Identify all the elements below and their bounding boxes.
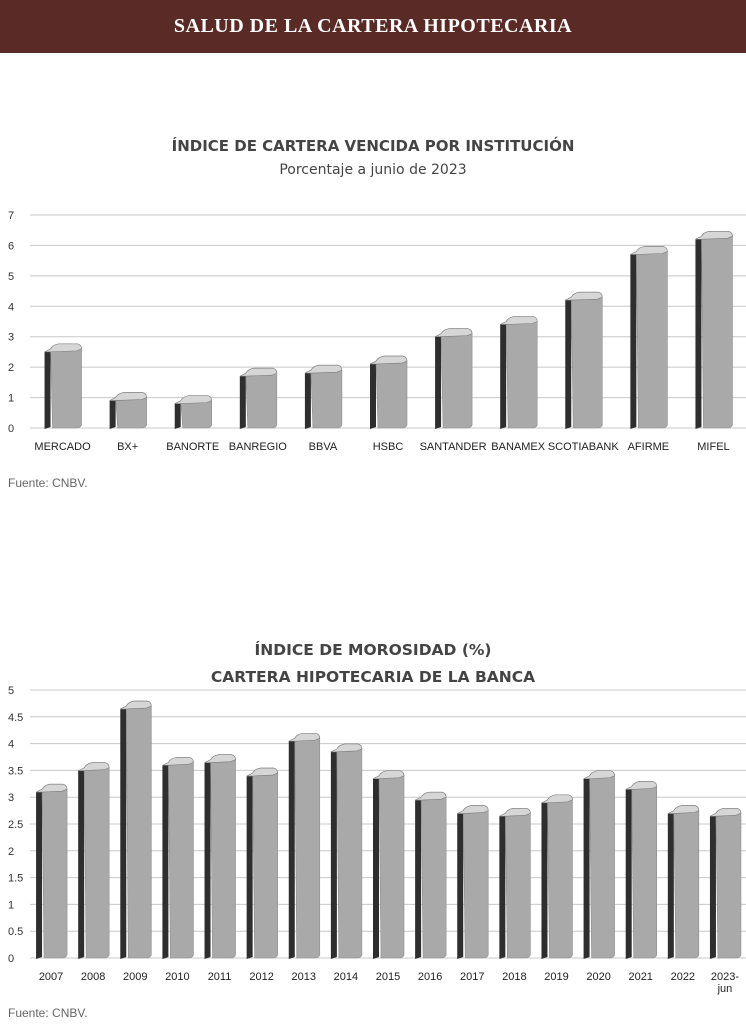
header-banner xyxy=(0,0,746,53)
x-category-label: BBVA xyxy=(308,441,338,453)
bar xyxy=(370,356,407,429)
bar xyxy=(240,368,277,429)
bar xyxy=(205,755,236,959)
x-category-label: 2012 xyxy=(249,971,274,983)
page-title: SALUD DE LA CARTERA HIPOTECARIA xyxy=(173,15,573,37)
x-category-label: 2010 xyxy=(165,971,190,983)
bar xyxy=(78,763,109,959)
x-category-label: 2022 xyxy=(670,971,696,983)
x-category-label: HSBC xyxy=(372,441,404,453)
bar xyxy=(373,771,404,959)
bar xyxy=(500,317,537,430)
chart2-plot xyxy=(0,680,746,1000)
y-tick-label: 0 xyxy=(8,953,15,965)
y-tick-label: 1.5 xyxy=(8,872,24,885)
x-category-label: 2023-jun xyxy=(710,971,740,995)
x-category-label: 2020 xyxy=(586,971,611,983)
x-category-label: AFIRME xyxy=(627,441,670,453)
x-category-label: 2007 xyxy=(38,971,64,983)
chart2-source: Fuente: CNBV. xyxy=(8,1006,88,1020)
bar xyxy=(435,329,472,429)
x-category-label: 2011 xyxy=(207,971,232,983)
bar xyxy=(415,792,446,959)
chart1-plot xyxy=(0,205,746,453)
y-tick-label: 3 xyxy=(8,331,15,344)
y-tick-label: 5 xyxy=(8,685,15,697)
y-tick-label: 7 xyxy=(8,210,15,222)
bar xyxy=(541,795,572,959)
y-tick-label: 4 xyxy=(8,301,15,314)
y-tick-label: 4.5 xyxy=(8,711,24,724)
x-category-label: 2019 xyxy=(544,971,569,983)
bar xyxy=(626,781,657,959)
chart1-source: Fuente: CNBV. xyxy=(8,476,88,490)
x-category-label: 2009 xyxy=(123,971,148,983)
x-category-label: 2016 xyxy=(417,971,443,983)
x-category-label: BX+ xyxy=(117,441,139,453)
bar xyxy=(499,808,530,959)
x-category-label: MERCADO xyxy=(34,441,91,453)
y-tick-label: 6 xyxy=(8,240,15,253)
bar xyxy=(565,292,602,429)
bar xyxy=(710,808,741,959)
chart2-title-line1: ÍNDICE DE MOROSIDAD (%) xyxy=(254,641,492,659)
bar xyxy=(289,733,320,959)
x-category-label: BANREGIO xyxy=(228,441,287,453)
bar xyxy=(668,806,699,959)
y-tick-label: 1 xyxy=(8,899,15,912)
y-tick-label: 4 xyxy=(8,738,15,751)
chart2-title-line2: CARTERA HIPOTECARIA DE LA BANCA xyxy=(210,668,536,686)
y-tick-label: 2 xyxy=(8,845,15,858)
bar xyxy=(630,247,667,429)
bar xyxy=(457,806,488,959)
bar xyxy=(695,231,732,429)
y-tick-label: 0.5 xyxy=(8,926,24,939)
x-category-label: SANTANDER xyxy=(419,441,487,453)
y-tick-label: 2 xyxy=(8,362,15,375)
x-category-label: 2018 xyxy=(502,971,527,983)
x-category-label: 2021 xyxy=(628,971,653,983)
bar xyxy=(110,393,147,429)
y-tick-label: 5 xyxy=(8,270,15,283)
bar xyxy=(162,757,193,959)
x-category-label: 2017 xyxy=(459,971,485,983)
y-tick-label: 3.5 xyxy=(8,765,24,778)
bar xyxy=(120,701,151,959)
bar xyxy=(305,365,342,429)
bar xyxy=(331,744,362,959)
bar xyxy=(247,768,278,959)
x-category-label: 2014 xyxy=(333,971,359,983)
x-category-label: 2008 xyxy=(80,971,106,983)
bar xyxy=(45,344,82,429)
bar xyxy=(584,771,615,959)
x-category-label: 2015 xyxy=(375,971,401,983)
y-tick-label: 1 xyxy=(8,392,15,405)
bar xyxy=(175,396,212,429)
y-tick-label: 3 xyxy=(8,792,15,805)
x-category-label: SCOTIABANK xyxy=(547,441,619,453)
x-category-label: BANORTE xyxy=(166,441,220,453)
chart1-title: ÍNDICE DE CARTERA VENCIDA POR INSTITUCIÓN xyxy=(171,137,575,155)
y-tick-label: 2.5 xyxy=(8,819,24,831)
x-category-label: 2013 xyxy=(291,971,317,983)
x-category-label: MIFEL xyxy=(697,441,730,453)
x-category-label: BANAMEX xyxy=(491,441,546,453)
bar xyxy=(36,784,67,959)
y-tick-label: 0 xyxy=(8,423,15,435)
chart1-subtitle: Porcentaje a junio de 2023 xyxy=(279,162,467,178)
